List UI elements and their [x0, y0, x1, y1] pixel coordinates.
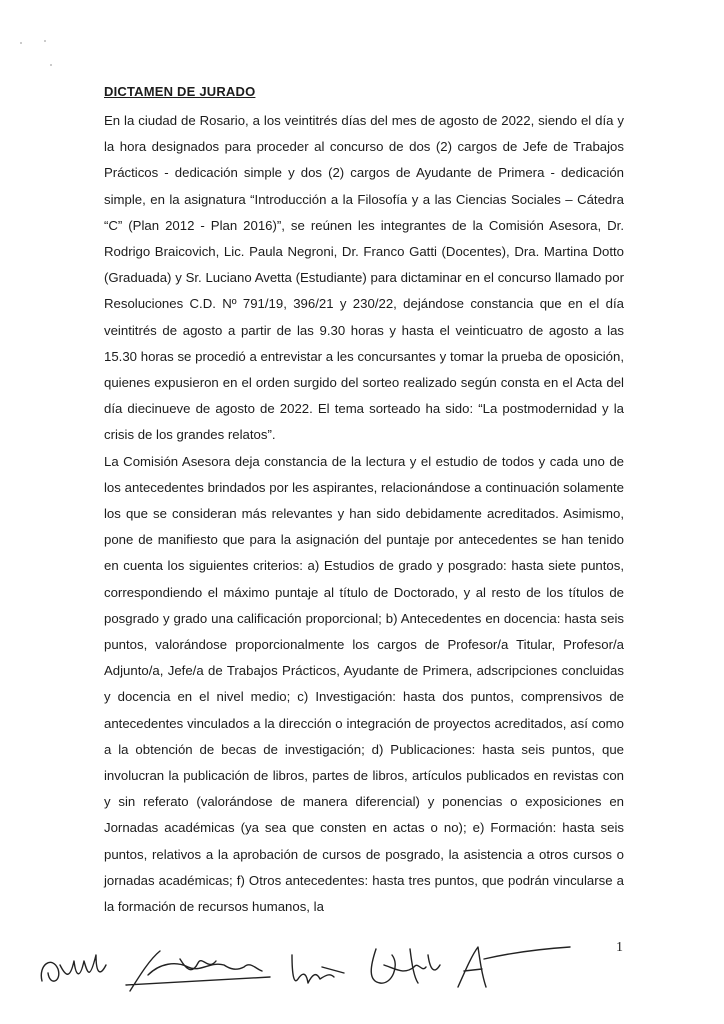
scan-speck [50, 64, 52, 66]
document-title: DICTAMEN DE JURADO [104, 84, 256, 99]
paragraph: En la ciudad de Rosario, a los veintitrés días del mes de agosto de 2022, siendo el día y la hora designados para proceder al concurso de dos (2) cargos de Jefe de Trabajos Prácticos - dedicación simple y dos (2) cargos de Ayudante de Primera - dedicación simple, en la asignatura “Introducción a la Filosofía y a las Ciencias Sociales – Cátedra “C” (Plan 2012 - Plan 2016)”, se reúnen les integrantes de la Comisión Asesora, Dr. Rodrigo Braicovich, Lic. Paula Negroni, Dr. Franco Gatti (Docentes), Dra. Martina Dotto (Graduada) y Sr. Luciano Avetta (Estudiante) para dictaminar en el concurso llamado por Resoluciones C.D. Nº 791/19, 396/21 y 230/22, dejándose constancia que en el día veintitrés de agosto a partir de las 9.30 horas y hasta el veinticuatro de agosto a las 15.30 horas se procedió a entrevistar a les concursantes y tomar la prueba de oposición, quienes expusieron en el orden surgido del sorteo realizado según consta en el Acta del día diecinueve de agosto de 2022. El tema sorteado ha sido: “La postmodernidad y la crisis de los grandes relatos”. [104, 113, 624, 443]
signature-5 [458, 947, 570, 987]
signature-4 [371, 949, 440, 983]
document-body [104, 108, 624, 920]
page-number: 1 [616, 940, 623, 955]
signature-3 [292, 955, 344, 983]
signature-2 [126, 951, 270, 991]
paragraph: La Comisión Asesora deja constancia de la lectura y el estudio de todos y cada uno de los antecedentes brindados por les aspirantes, relacionándose a continuación solamente los que se consideran más relevantes y han sido debidamente acreditados. Asimismo, pone de manifiesto que para la asignación del puntaje por antecedentes se han tenido en cuenta los siguientes criterios: a) Estudios de grado y posgrado: hasta siete puntos, correspondiendo el máximo puntaje al título de Doctorado, y al resto de los títulos de posgrado y grado una calificación proporcional; b) Antecedentes en docencia: hasta seis puntos, valorándose proporcionalmente los cargos de Profesor/a Titular, Profesor/a Adjunto/a, Jefe/a de Trabajos Prácticos, Ayudante de Primera, adscripciones concluidas y docencia en el nivel medio; c) Investigación: hasta dos puntos, comprensivos de antecedentes vinculados a la dirección o integración de proyectos acreditados, así como a la obtención de becas de investigación; d) Publicaciones: hasta seis puntos, que involucran la publicación de libros, partes de libros, artículos publicados en revistas con y sin referato (valorándose de manera diferencial) y ponencias o exposiciones en Jornadas académicas (ya sea que consten en actas o no); e) Formación: hasta seis puntos, relativos a la aprobación de cursos de posgrado, la asistencia a otros cursos o jornadas académicas; f) Otros antecedentes: hasta tres puntos, que podrán vincularse a la formación de recursos humanos, la [104, 453, 624, 915]
scan-speck [20, 42, 22, 44]
signatures [30, 925, 590, 1015]
signature-1 [41, 955, 106, 981]
scan-speck [44, 40, 46, 42]
